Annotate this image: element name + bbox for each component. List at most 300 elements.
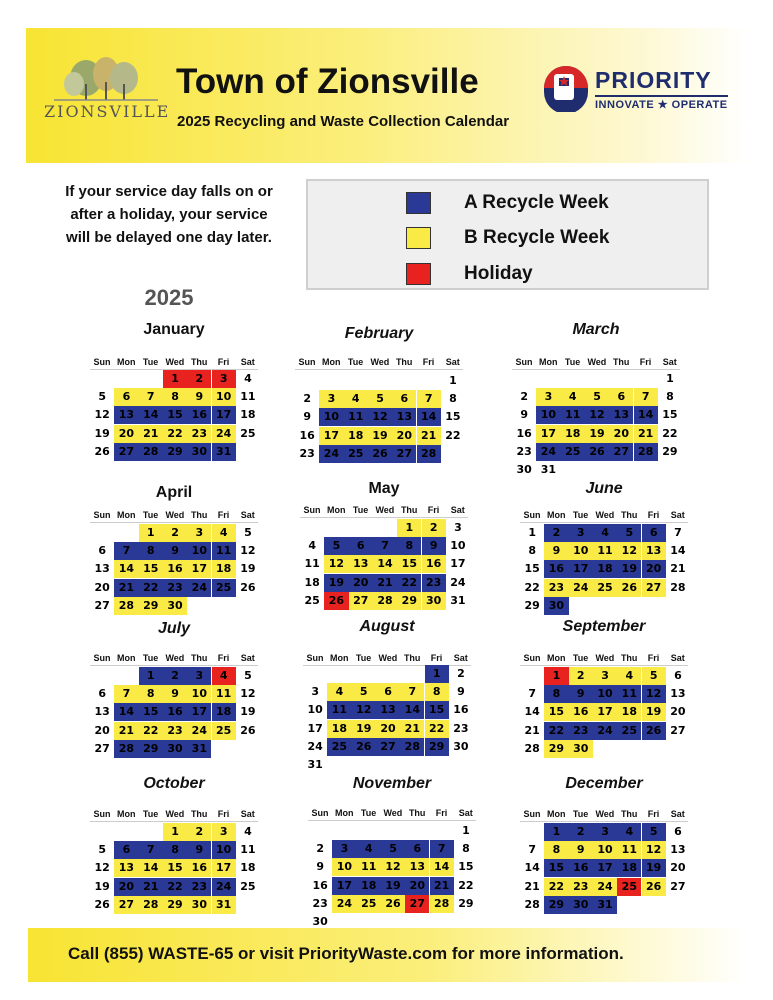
calendar-day: 7 bbox=[114, 542, 138, 560]
weekday-label: Sun bbox=[523, 653, 541, 663]
calendar-day: 26 bbox=[94, 444, 110, 458]
weekday-label: Mon bbox=[117, 809, 136, 819]
calendar-day: 18 bbox=[617, 703, 641, 721]
calendar-day: 5 bbox=[368, 390, 392, 408]
calendar-day: 24 bbox=[593, 722, 617, 740]
weekday-label: Tue bbox=[352, 505, 369, 515]
calendar-day: 4 bbox=[244, 372, 252, 385]
weekday-label: Tue bbox=[142, 510, 159, 520]
calendar-day: 20 bbox=[609, 425, 633, 443]
calendar-day: 4 bbox=[561, 388, 585, 406]
weekday-label: Sun bbox=[515, 357, 533, 367]
calendar-day: 18 bbox=[212, 560, 236, 578]
calendar-day: 20 bbox=[94, 723, 110, 737]
legend-swatch-b bbox=[406, 227, 431, 249]
calendar-day: 28 bbox=[114, 740, 138, 758]
calendar-day: 1 bbox=[139, 524, 163, 542]
month-name: May bbox=[368, 480, 400, 497]
calendar-day: 30 bbox=[453, 739, 469, 753]
weekday-label: Mon bbox=[117, 357, 136, 367]
calendar-day: 20 bbox=[405, 877, 429, 895]
weekday-divider bbox=[295, 369, 463, 370]
calendar-day: 16 bbox=[453, 703, 469, 717]
calendar-day: 1 bbox=[462, 824, 470, 837]
weekday-label: Mon bbox=[547, 653, 566, 663]
calendar-day: 29 bbox=[397, 592, 421, 610]
calendar-day: 3 bbox=[454, 521, 462, 534]
calendar-day: 10 bbox=[593, 685, 617, 703]
weekday-label: Wed bbox=[595, 653, 615, 663]
weekday-label: Fri bbox=[639, 357, 652, 367]
calendar-day: 9 bbox=[544, 542, 568, 560]
calendar-day: 12 bbox=[240, 544, 256, 558]
calendar-day: 3 bbox=[332, 840, 356, 858]
calendar-day: 11 bbox=[344, 408, 368, 426]
calendar-day: 28 bbox=[400, 738, 424, 756]
calendar-day: 3 bbox=[187, 524, 211, 542]
calendar-day: 3 bbox=[319, 390, 343, 408]
calendar-day: 23 bbox=[187, 425, 211, 443]
calendar-day: 11 bbox=[561, 406, 585, 424]
calendar-day: 21 bbox=[139, 878, 163, 896]
calendar-day: 6 bbox=[674, 669, 682, 682]
weekday-label: Mon bbox=[335, 808, 354, 818]
calendar-day: 23 bbox=[299, 446, 315, 460]
calendar-day: 26 bbox=[94, 897, 110, 911]
calendar-day: 24 bbox=[319, 445, 343, 463]
calendar-day: 14 bbox=[417, 408, 441, 426]
calendar-day: 29 bbox=[524, 598, 540, 612]
calendar-day: 24 bbox=[536, 443, 560, 461]
calendar-day: 11 bbox=[240, 390, 256, 404]
calendar-day: 3 bbox=[187, 667, 211, 685]
calendar-day: 22 bbox=[544, 878, 568, 896]
weekday-label: Thu bbox=[620, 510, 638, 520]
calendar-day: 11 bbox=[304, 557, 320, 571]
weekday-label: Thu bbox=[620, 809, 638, 819]
calendar-day: 13 bbox=[376, 701, 400, 719]
calendar-day: 14 bbox=[114, 560, 138, 578]
calendar-day: 7 bbox=[139, 841, 163, 859]
calendar-day: 18 bbox=[617, 859, 641, 877]
calendar-day: 22 bbox=[662, 426, 678, 440]
calendar-day: 19 bbox=[94, 879, 110, 893]
weekday-label: Sun bbox=[523, 809, 541, 819]
calendar-day: 17 bbox=[307, 721, 323, 735]
calendar-day: 20 bbox=[94, 580, 110, 594]
calendar-day: 26 bbox=[368, 445, 392, 463]
weekday-divider bbox=[90, 522, 258, 523]
calendar-day: 26 bbox=[240, 580, 256, 594]
calendar-day: 17 bbox=[187, 560, 211, 578]
calendar-day: 12 bbox=[617, 542, 641, 560]
calendar-day: 7 bbox=[634, 388, 658, 406]
calendar-day: 19 bbox=[381, 877, 405, 895]
weekday-label: Mon bbox=[327, 505, 346, 515]
calendar-day: 5 bbox=[617, 524, 641, 542]
calendar-day: 23 bbox=[569, 722, 593, 740]
calendar-day: 1 bbox=[528, 526, 536, 539]
calendar-day: 17 bbox=[212, 859, 236, 877]
calendar-day: 9 bbox=[187, 388, 211, 406]
calendar-day: 25 bbox=[240, 426, 256, 440]
calendar-day: 21 bbox=[417, 427, 441, 445]
calendar-day: 4 bbox=[344, 390, 368, 408]
weekday-label: Wed bbox=[370, 357, 390, 367]
month-name: March bbox=[572, 321, 620, 338]
weekday-label: Sat bbox=[240, 510, 255, 520]
calendar-day: 10 bbox=[307, 703, 323, 717]
calendar-day: 12 bbox=[240, 687, 256, 701]
weekday-label: Thu bbox=[400, 505, 418, 515]
calendar-day: 31 bbox=[593, 896, 617, 914]
weekday-label: Fri bbox=[427, 505, 440, 515]
calendar-day: 7 bbox=[528, 687, 536, 701]
calendar-day: 10 bbox=[569, 542, 593, 560]
weekday-divider bbox=[90, 665, 258, 666]
calendar-day: 13 bbox=[670, 843, 686, 857]
calendar-day: 24 bbox=[450, 575, 466, 589]
calendar-day: 5 bbox=[244, 526, 252, 539]
weekday-label: Thu bbox=[612, 357, 630, 367]
calendar-day: 17 bbox=[212, 406, 236, 424]
legend-item-holiday bbox=[406, 262, 533, 286]
legend-swatch-holiday bbox=[406, 263, 431, 285]
weekday-label: Fri bbox=[647, 510, 660, 520]
calendar-day: 26 bbox=[240, 723, 256, 737]
calendar-day: 3 bbox=[212, 823, 236, 841]
calendar-day: 6 bbox=[405, 840, 429, 858]
calendar-day: 2 bbox=[520, 390, 528, 404]
calendar-day: 8 bbox=[425, 683, 449, 701]
calendar-day: 15 bbox=[544, 703, 568, 721]
calendar-day: 1 bbox=[449, 374, 457, 387]
calendar-day: 14 bbox=[139, 406, 163, 424]
calendar-day: 4 bbox=[617, 667, 641, 685]
calendar-day: 11 bbox=[617, 685, 641, 703]
calendar-day: 31 bbox=[212, 896, 236, 914]
weekday-label: Thu bbox=[620, 653, 638, 663]
calendar-day: 4 bbox=[244, 825, 252, 838]
weekday-label: Wed bbox=[378, 653, 398, 663]
calendar-day: 29 bbox=[662, 444, 678, 458]
calendar-day: 14 bbox=[114, 703, 138, 721]
calendar-day: 26 bbox=[585, 443, 609, 461]
calendar-day: 21 bbox=[524, 879, 540, 893]
weekday-label: Fri bbox=[217, 653, 230, 663]
calendar-day: 15 bbox=[163, 406, 187, 424]
calendar-day: 9 bbox=[316, 860, 324, 874]
calendar-day: 15 bbox=[445, 410, 461, 424]
calendar-day: 23 bbox=[516, 444, 532, 458]
calendar-day: 27 bbox=[609, 443, 633, 461]
weekday-label: Fri bbox=[422, 357, 435, 367]
calendar-day: 5 bbox=[381, 840, 405, 858]
calendar-day: 27 bbox=[94, 741, 110, 755]
calendar-day: 6 bbox=[349, 537, 373, 555]
calendar-day: 11 bbox=[617, 841, 641, 859]
zionsville-logo bbox=[44, 54, 171, 124]
calendar-day: 9 bbox=[163, 542, 187, 560]
calendar-day: 4 bbox=[212, 667, 236, 685]
calendar-day: 17 bbox=[332, 877, 356, 895]
calendar-day: 2 bbox=[163, 667, 187, 685]
calendar-day: 14 bbox=[634, 406, 658, 424]
calendar-day: 15 bbox=[662, 408, 678, 422]
calendar-day: 10 bbox=[187, 685, 211, 703]
calendar-day: 13 bbox=[114, 406, 138, 424]
calendar-day: 25 bbox=[212, 579, 236, 597]
weekday-label: Sun bbox=[306, 653, 324, 663]
calendar-day: 22 bbox=[139, 579, 163, 597]
weekday-divider bbox=[520, 522, 688, 523]
calendar-day: 16 bbox=[299, 428, 315, 442]
calendar-day: 1 bbox=[397, 519, 421, 537]
calendar-day: 10 bbox=[450, 539, 466, 553]
calendar-day: 15 bbox=[544, 859, 568, 877]
calendar-day: 6 bbox=[98, 687, 106, 701]
calendar-day: 13 bbox=[392, 408, 416, 426]
calendar-day: 6 bbox=[114, 388, 138, 406]
calendar-day: 19 bbox=[642, 703, 666, 721]
calendar-day: 29 bbox=[163, 896, 187, 914]
month-name: November bbox=[352, 775, 432, 792]
calendar-day: 29 bbox=[139, 740, 163, 758]
calendar-day: 9 bbox=[569, 841, 593, 859]
calendar-day: 27 bbox=[114, 896, 138, 914]
calendar-day: 23 bbox=[569, 878, 593, 896]
calendar-day: 8 bbox=[449, 392, 457, 406]
calendar-day: 12 bbox=[352, 701, 376, 719]
weekday-label: Mon bbox=[547, 809, 566, 819]
calendar-day: 13 bbox=[670, 687, 686, 701]
calendar-day: 28 bbox=[417, 445, 441, 463]
calendar-day: 15 bbox=[397, 555, 421, 573]
calendar-day: 16 bbox=[187, 406, 211, 424]
calendar-day: 8 bbox=[462, 842, 470, 856]
calendar-day: 22 bbox=[163, 425, 187, 443]
calendar-day: 30 bbox=[544, 597, 568, 615]
legend-label-a: A Recycle Week bbox=[464, 192, 609, 213]
weekday-label: Mon bbox=[117, 653, 136, 663]
calendar-day: 18 bbox=[344, 427, 368, 445]
calendar-day: 12 bbox=[381, 858, 405, 876]
weekday-label: Tue bbox=[572, 809, 589, 819]
calendar-day: 15 bbox=[163, 859, 187, 877]
calendar-day: 3 bbox=[311, 685, 319, 699]
legend-item-b bbox=[406, 226, 609, 250]
calendar-day: 29 bbox=[458, 896, 474, 910]
legend-item-a bbox=[406, 191, 609, 215]
month-name: February bbox=[344, 325, 414, 342]
calendar-day: 5 bbox=[352, 683, 376, 701]
calendar-day: 5 bbox=[98, 390, 106, 404]
calendar-day: 30 bbox=[187, 443, 211, 461]
calendar-day: 7 bbox=[430, 840, 454, 858]
calendar-day: 14 bbox=[524, 705, 540, 719]
calendar-day: 29 bbox=[163, 443, 187, 461]
calendar-day: 22 bbox=[397, 574, 421, 592]
calendar-day: 25 bbox=[617, 878, 641, 896]
weekday-divider bbox=[308, 820, 476, 821]
calendar-day: 19 bbox=[324, 574, 348, 592]
weekday-label: Sat bbox=[670, 653, 685, 663]
calendar-day: 10 bbox=[212, 841, 236, 859]
weekday-label: Sun bbox=[523, 510, 541, 520]
weekday-label: Thu bbox=[190, 357, 208, 367]
weekday-label: Wed bbox=[165, 653, 185, 663]
calendar-day: 19 bbox=[352, 720, 376, 738]
calendar-day: 17 bbox=[319, 427, 343, 445]
calendar-day: 15 bbox=[425, 701, 449, 719]
calendar-day: 12 bbox=[642, 841, 666, 859]
calendar-day: 21 bbox=[114, 722, 138, 740]
weekday-label: Mon bbox=[322, 357, 341, 367]
calendar-day: 23 bbox=[187, 878, 211, 896]
calendar-day: 5 bbox=[98, 843, 106, 857]
weekday-label: Thu bbox=[408, 808, 426, 818]
calendar-day: 31 bbox=[307, 758, 323, 771]
calendar-day: 13 bbox=[349, 555, 373, 573]
calendar-day: 20 bbox=[376, 720, 400, 738]
calendar-day: 20 bbox=[670, 861, 686, 875]
month-name: July bbox=[157, 620, 190, 637]
calendar-day: 1 bbox=[139, 667, 163, 685]
calendar-day: 30 bbox=[569, 740, 593, 758]
weekday-label: Sat bbox=[458, 808, 473, 818]
calendar-day: 2 bbox=[457, 667, 465, 680]
calendar-day: 18 bbox=[212, 703, 236, 721]
weekday-label: Sat bbox=[240, 653, 255, 663]
calendar-day: 8 bbox=[163, 388, 187, 406]
weekday-label: Sat bbox=[453, 653, 468, 663]
calendar-day: 27 bbox=[376, 738, 400, 756]
calendar-day: 28 bbox=[430, 895, 454, 913]
calendar-day: 27 bbox=[392, 445, 416, 463]
calendar-day: 23 bbox=[163, 579, 187, 597]
calendar-day: 18 bbox=[593, 560, 617, 578]
weekday-label: Fri bbox=[435, 808, 448, 818]
calendar-day: 25 bbox=[304, 593, 320, 607]
weekday-label: Sun bbox=[298, 357, 316, 367]
weekday-label: Mon bbox=[330, 653, 349, 663]
calendar-day: 9 bbox=[303, 410, 311, 424]
calendar-day: 17 bbox=[187, 703, 211, 721]
calendar-day: 6 bbox=[114, 841, 138, 859]
weekday-label: Sun bbox=[93, 510, 111, 520]
calendar-day: 21 bbox=[430, 877, 454, 895]
calendar-day: 3 bbox=[593, 823, 617, 841]
month-name: January bbox=[143, 321, 205, 338]
weekday-divider bbox=[512, 369, 680, 370]
calendar-day: 11 bbox=[240, 843, 256, 857]
calendar-day: 1 bbox=[425, 665, 449, 683]
weekday-label: Tue bbox=[142, 357, 159, 367]
calendar-day: 6 bbox=[642, 524, 666, 542]
calendar-day: 19 bbox=[240, 562, 256, 576]
calendar-day: 26 bbox=[324, 592, 348, 610]
partner-tagline: INNOVATE ★ OPERATE bbox=[595, 95, 728, 111]
calendar-day: 21 bbox=[524, 723, 540, 737]
calendar-day: 24 bbox=[187, 579, 211, 597]
calendar-day: 4 bbox=[357, 840, 381, 858]
weekday-label: Mon bbox=[117, 510, 136, 520]
calendar-day: 27 bbox=[349, 592, 373, 610]
legend-label-b: B Recycle Week bbox=[464, 227, 610, 248]
calendar-day: 26 bbox=[617, 579, 641, 597]
calendar-day: 24 bbox=[332, 895, 356, 913]
calendar-day: 5 bbox=[642, 667, 666, 685]
weekday-label: Sat bbox=[670, 809, 685, 819]
calendar-day: 2 bbox=[544, 524, 568, 542]
weekday-label: Tue bbox=[142, 809, 159, 819]
calendar-day: 28 bbox=[139, 896, 163, 914]
calendar-day: 4 bbox=[308, 539, 316, 553]
calendar-day: 15 bbox=[139, 703, 163, 721]
weekday-label: Tue bbox=[360, 808, 377, 818]
calendar-day: 13 bbox=[609, 406, 633, 424]
weekday-label: Tue bbox=[355, 653, 372, 663]
month-name: August bbox=[359, 618, 415, 635]
calendar-day: 20 bbox=[114, 878, 138, 896]
calendar-day: 16 bbox=[312, 878, 328, 892]
calendar-day: 2 bbox=[303, 392, 311, 406]
calendar-day: 11 bbox=[212, 542, 236, 560]
calendar-day: 18 bbox=[240, 861, 256, 875]
calendar-day: 4 bbox=[593, 524, 617, 542]
calendar-day: 4 bbox=[327, 683, 351, 701]
calendar-day: 22 bbox=[458, 878, 474, 892]
legend-label-holiday: Holiday bbox=[464, 263, 533, 284]
partner-name: PRIORITY bbox=[595, 67, 712, 93]
calendar-day: 25 bbox=[561, 443, 585, 461]
calendar-day: 13 bbox=[642, 542, 666, 560]
calendar-day: 11 bbox=[593, 542, 617, 560]
calendar-day: 7 bbox=[674, 526, 682, 539]
weekday-label: Wed bbox=[165, 357, 185, 367]
calendar-day: 15 bbox=[524, 562, 540, 576]
weekday-divider bbox=[90, 821, 258, 822]
calendar-day: 21 bbox=[634, 425, 658, 443]
calendar-day: 7 bbox=[417, 390, 441, 408]
weekday-label: Fri bbox=[217, 809, 230, 819]
weekday-divider bbox=[300, 517, 468, 518]
weekday-label: Fri bbox=[217, 357, 230, 367]
calendar-day: 8 bbox=[139, 542, 163, 560]
calendar-day: 17 bbox=[450, 557, 466, 571]
calendar-day: 1 bbox=[544, 823, 568, 841]
calendar-day: 6 bbox=[98, 544, 106, 558]
calendar-day: 10 bbox=[332, 858, 356, 876]
calendar-day: 7 bbox=[528, 843, 536, 857]
calendar-day: 26 bbox=[642, 722, 666, 740]
calendar-day: 27 bbox=[670, 879, 686, 893]
calendar-day: 17 bbox=[569, 560, 593, 578]
calendar-day: 26 bbox=[381, 895, 405, 913]
calendar-day: 26 bbox=[642, 878, 666, 896]
calendar-day: 24 bbox=[593, 878, 617, 896]
calendar-day: 1 bbox=[163, 823, 187, 841]
calendar-day: 24 bbox=[212, 878, 236, 896]
calendar-day: 8 bbox=[163, 841, 187, 859]
page-subtitle: 2025 Recycling and Waste Collection Calendar bbox=[177, 113, 510, 130]
weekday-label: Fri bbox=[430, 653, 443, 663]
calendar-day: 29 bbox=[544, 740, 568, 758]
calendar-day: 28 bbox=[139, 443, 163, 461]
page-title: Town of Zionsville bbox=[176, 62, 479, 101]
calendar-day: 16 bbox=[422, 555, 446, 573]
calendar-day: 16 bbox=[187, 859, 211, 877]
